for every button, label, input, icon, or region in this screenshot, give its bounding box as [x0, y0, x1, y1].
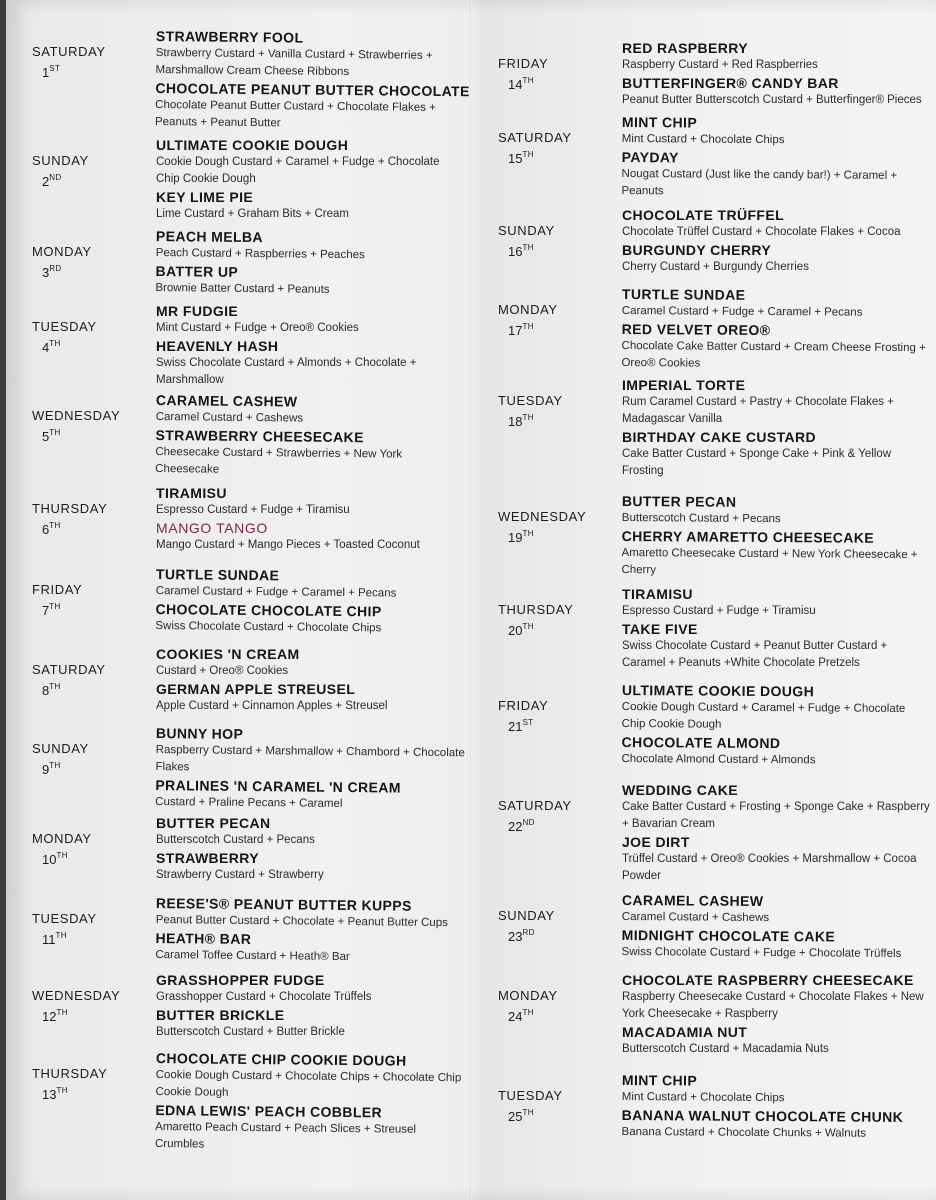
flavor-description: Caramel Custard + Fudge + Caramel + Pecans: [155, 584, 397, 600]
day-date: [42, 1008, 68, 1024]
day-date: [508, 818, 535, 834]
day-date: [508, 622, 534, 638]
flavor-description: Espresso Custard + Fudge + Tiramisu: [622, 605, 816, 617]
flavor-name: CHOCOLATE CHOCOLATE CHIP: [155, 600, 382, 620]
flavor-name: CARAMEL CASHEW: [155, 392, 298, 410]
day-number: 2: [42, 174, 50, 189]
flavor-name: TIRAMISU: [156, 485, 227, 501]
flavor-description: Peanut Butter Butterscotch Custard + Butterfinger® Pieces: [622, 94, 922, 106]
day-ordinal-suffix: TH: [49, 428, 61, 437]
flavor-description: Butterscotch Custard + Butter Brickle: [156, 1026, 345, 1038]
flavor-list: [155, 566, 466, 639]
day-name: THURSDAY: [32, 501, 108, 516]
flavor-name: CARAMEL CASHEW: [621, 892, 764, 909]
flavor-list: [154, 28, 470, 135]
flavor-description: Cake Batter Custard + Frosting + Sponge Cake + Raspberry + Bavarian Cream: [622, 801, 930, 830]
flavor-description: Custard + Oreo® Cookies: [156, 665, 289, 677]
flavor-description: Swiss Chocolate Custard + Almonds + Chocolate + Marshmallow: [156, 357, 417, 386]
day-number: 5: [42, 429, 50, 444]
day-ordinal-suffix: RD: [522, 928, 535, 937]
flavor-list: [155, 725, 466, 815]
flavor-name: MIDNIGHT CHOCOLATE CAKE: [621, 926, 836, 945]
day-name: FRIDAY: [32, 582, 83, 597]
flavor-description: Chocolate Trüffel Custard + Chocolate Flakes + Cocoa: [622, 226, 901, 238]
flavor-list: [156, 303, 466, 390]
day-number: 25: [508, 1109, 523, 1124]
flavor-description: Apple Custard + Cinnamon Apples + Streusel: [156, 700, 388, 712]
day-date: [42, 761, 61, 777]
flavor-description: Custard + Praline Pecans + Caramel: [155, 795, 343, 810]
day-number: 1: [42, 65, 50, 80]
flavor-description: Chocolate Peanut Butter Custard + Chocolate Flakes + Peanuts + Peanut Butter: [154, 98, 436, 130]
day-name: TUESDAY: [32, 911, 97, 926]
flavor-list: [622, 782, 932, 886]
flavor-description: Cookie Dough Custard + Caramel + Fudge + Chocolate Chip Cookie Dough: [156, 156, 440, 185]
flavor-calendar-sheet: [6, 0, 936, 1200]
flavor-list: [156, 646, 466, 716]
day-name: TUESDAY: [32, 319, 97, 334]
day-date: [42, 602, 61, 618]
day-name: SATURDAY: [498, 798, 572, 813]
day-name: SUNDAY: [32, 741, 89, 756]
flavor-name: ULTIMATE COOKIE DOUGH: [156, 137, 349, 153]
flavor-name: MINT CHIP: [621, 1072, 698, 1089]
day-ordinal-suffix: TH: [49, 521, 61, 530]
day-ordinal-suffix: TH: [522, 243, 534, 252]
flavor-description: Mint Custard + Chocolate Chips: [621, 1090, 785, 1105]
day-ordinal-suffix: TH: [56, 1008, 68, 1017]
flavor-list: [156, 815, 466, 885]
day-ordinal-suffix: TH: [522, 150, 534, 159]
flavor-description: Banana Custard + Chocolate Chunks + Walnuts: [621, 1125, 867, 1140]
flavor-description: Espresso Custard + Fudge + Tiramisu: [156, 504, 350, 516]
day-date: [42, 851, 68, 867]
flavor-name: BUTTER PECAN: [621, 493, 737, 510]
flavor-description: Peanut Butter Custard + Chocolate + Peanut Butter Cups: [155, 913, 448, 930]
day-ordinal-suffix: RD: [49, 264, 62, 273]
flavor-name: MR FUDGIE: [156, 303, 239, 319]
flavor-description: Butterscotch Custard + Macadamia Nuts: [622, 1043, 829, 1055]
day-date: [508, 243, 534, 259]
flavor-name: BUTTER PECAN: [156, 815, 271, 831]
flavor-list: [622, 1072, 932, 1144]
day-number: 12: [42, 1009, 57, 1024]
flavor-description: Chocolate Cake Batter Custard + Cream Cheese Frosting + Oreo® Cookies: [621, 339, 926, 370]
day-ordinal-suffix: TH: [522, 529, 534, 538]
flavor-list: [622, 586, 932, 673]
day-date: [508, 928, 535, 944]
flavor-list: [621, 286, 932, 375]
day-date: [508, 529, 534, 545]
flavor-name: PEACH MELBA: [155, 228, 264, 246]
flavor-name: GRASSHOPPER FUDGE: [156, 972, 325, 988]
flavor-name: RED VELVET OREO®: [621, 320, 771, 339]
day-date: [42, 521, 61, 537]
flavor-name: TURTLE SUNDAE: [155, 566, 280, 584]
flavor-name: CHOCOLATE CHIP COOKIE DOUGH: [155, 1050, 407, 1069]
flavor-list: [622, 892, 932, 964]
flavor-description: Mango Custard + Mango Pieces + Toasted Coconut: [156, 539, 420, 551]
flavor-list: [156, 485, 466, 555]
flavor-name: TURTLE SUNDAE: [621, 286, 746, 303]
flavor-name: BIRTHDAY CAKE CUSTARD: [622, 429, 817, 445]
flavor-name: PAYDAY: [621, 148, 679, 166]
flavor-name: BANANA WALNUT CHOCOLATE CHUNK: [621, 1106, 904, 1125]
flavor-list: [156, 137, 466, 224]
flavor-description: Cookie Dough Custard + Caramel + Fudge + Chocolate Chip Cookie Dough: [621, 700, 906, 731]
day-name: MONDAY: [32, 244, 92, 259]
flavor-description: Peach Custard + Raspberries + Peaches: [155, 246, 365, 262]
flavor-name: HEATH® BAR: [155, 929, 252, 947]
day-name: SUNDAY: [32, 153, 89, 168]
flavor-name: IMPERIAL TORTE: [622, 377, 746, 393]
flavor-list: [155, 392, 466, 482]
flavor-name: TAKE FIVE: [622, 621, 698, 637]
day-ordinal-suffix: ND: [522, 818, 535, 827]
day-number: 21: [508, 719, 523, 734]
flavor-name: BURGUNDY CHERRY: [622, 242, 772, 258]
flavor-description: Brownie Batter Custard + Peanuts: [155, 281, 330, 296]
flavor-list: [156, 972, 466, 1042]
flavor-name: WEDDING CAKE: [622, 782, 739, 798]
flavor-description: Butterscotch Custard + Pecans: [156, 834, 315, 846]
flavor-description: Mint Custard + Chocolate Chips: [621, 132, 785, 147]
day-date: [508, 1108, 534, 1124]
day-ordinal-suffix: TH: [522, 413, 534, 422]
flavor-description: Caramel Custard + Cashews: [621, 910, 770, 925]
flavor-description: Rum Caramel Custard + Pastry + Chocolate Flakes + Madagascar Vanilla: [622, 396, 894, 425]
day-name: SATURDAY: [498, 130, 572, 145]
day-name: FRIDAY: [498, 698, 549, 713]
flavor-name: BATTER UP: [155, 262, 239, 280]
flavor-description: Caramel Custard + Cashews: [155, 410, 304, 425]
day-date: [42, 1086, 68, 1102]
flavor-list: [155, 895, 466, 968]
flavor-description: Grasshopper Custard + Chocolate Trüffels: [156, 991, 372, 1003]
day-number: 11: [42, 932, 56, 947]
flavor-description: Raspberry Custard + Marshmallow + Chambord + Chocolate Flakes: [155, 743, 465, 774]
day-number: 3: [42, 265, 50, 280]
day-date: [508, 150, 534, 166]
day-ordinal-suffix: ST: [522, 718, 534, 727]
flavor-list: [621, 493, 932, 582]
day-number: 14: [508, 77, 523, 92]
day-date: [42, 173, 62, 189]
day-number: 23: [508, 929, 523, 944]
day-number: 17: [508, 323, 523, 338]
day-name: WEDNESDAY: [498, 509, 587, 524]
flavor-name: HEAVENLY HASH: [156, 338, 279, 354]
day-name: MONDAY: [32, 831, 92, 846]
day-date: [508, 413, 534, 429]
flavor-name: STRAWBERRY: [156, 850, 260, 866]
flavor-name: MACADAMIA NUT: [622, 1024, 748, 1040]
day-name: WEDNESDAY: [32, 408, 121, 423]
flavor-name: MINT CHIP: [621, 114, 698, 131]
day-ordinal-suffix: TH: [55, 931, 67, 940]
day-name: FRIDAY: [498, 56, 549, 71]
day-name: WEDNESDAY: [32, 988, 121, 1003]
day-date: [42, 264, 62, 280]
day-name: THURSDAY: [498, 602, 574, 617]
flavor-description: Amaretto Peach Custard + Peach Slices + Streusel Crumbles: [154, 1120, 417, 1151]
day-number: 9: [42, 762, 50, 777]
day-number: 8: [42, 683, 50, 698]
day-ordinal-suffix: TH: [49, 339, 61, 348]
flavor-description: Swiss Chocolate Custard + Chocolate Chips: [155, 619, 382, 635]
flavor-description: Trüffel Custard + Oreo® Cookies + Marshmallow + Cocoa Powder: [622, 853, 917, 882]
flavor-name: MANGO TANGO: [156, 520, 268, 536]
day-name: SUNDAY: [498, 908, 555, 923]
day-date: [508, 76, 534, 92]
flavor-description: Raspberry Cheesecake Custard + Chocolate Flakes + New York Cheesecake + Raspberry: [622, 991, 924, 1020]
day-ordinal-suffix: ST: [49, 64, 61, 73]
flavor-name: CHOCOLATE RASPBERRY CHEESECAKE: [622, 972, 914, 988]
day-name: MONDAY: [498, 988, 558, 1003]
day-date: [42, 428, 61, 444]
flavor-description: Butterscotch Custard + Pecans: [621, 511, 781, 526]
day-number: 15: [508, 151, 523, 166]
flavor-list: [622, 207, 932, 277]
day-date: [508, 322, 534, 338]
day-ordinal-suffix: TH: [522, 1108, 534, 1117]
flavor-name: GERMAN APPLE STREUSEL: [156, 681, 356, 697]
flavor-description: Cookie Dough Custard + Chocolate Chips + Chocolate Chip Cookie Dough: [155, 1068, 462, 1099]
flavor-name: CHERRY AMARETTO CHEESECAKE: [621, 527, 875, 546]
flavor-name: EDNA LEWIS' PEACH COBBLER: [155, 1101, 383, 1121]
flavor-name: STRAWBERRY CHEESECAKE: [155, 426, 364, 446]
flavor-description: Strawberry Custard + Vanilla Custard + Strawberries + Marshmallow Cream Cheese Ribbons: [155, 46, 433, 79]
flavor-name: JOE DIRT: [622, 834, 690, 850]
day-number: 10: [42, 852, 57, 867]
flavor-description: Caramel Toffee Custard + Heath® Bar: [155, 948, 350, 964]
day-name: THURSDAY: [32, 1066, 108, 1081]
flavor-name: REESE'S® PEANUT BUTTER KUPPS: [155, 895, 412, 914]
flavor-description: Amaretto Cheesecake Custard + New York Cheesecake + Cherry: [621, 546, 918, 577]
day-ordinal-suffix: TH: [56, 1086, 68, 1095]
flavor-description: Swiss Chocolate Custard + Peanut Butter Custard + Caramel + Peanuts +White Chocolate Pretzels: [622, 640, 888, 669]
day-ordinal-suffix: TH: [522, 322, 534, 331]
day-name: SATURDAY: [32, 44, 106, 59]
flavor-description: Cake Batter Custard + Sponge Cake + Pink & Yellow Frosting: [622, 448, 892, 477]
flavor-description: Mint Custard + Fudge + Oreo® Cookies: [156, 322, 359, 334]
flavor-list: [155, 1050, 466, 1157]
flavor-list: [621, 114, 932, 203]
flavor-list: [155, 228, 466, 301]
day-number: 18: [508, 414, 523, 429]
flavor-description: Strawberry Custard + Strawberry: [156, 869, 324, 881]
day-name: SATURDAY: [32, 662, 106, 677]
flavor-name: PRALINES 'N CARAMEL 'N CREAM: [155, 776, 401, 796]
flavor-name: COOKIES 'N CREAM: [156, 646, 300, 662]
day-number: 24: [508, 1009, 523, 1024]
day-ordinal-suffix: ND: [49, 173, 62, 182]
day-name: TUESDAY: [498, 393, 563, 408]
flavor-name: STRAWBERRY FOOL: [155, 28, 304, 46]
flavor-list: [622, 40, 932, 110]
flavor-name: ULTIMATE COOKIE DOUGH: [621, 682, 815, 700]
flavor-description: Lime Custard + Graham Bits + Cream: [156, 208, 350, 220]
day-name: MONDAY: [498, 302, 558, 317]
flavor-name: BUNNY HOP: [155, 725, 244, 742]
day-name: TUESDAY: [498, 1088, 563, 1103]
day-date: [508, 718, 534, 734]
flavor-list: [621, 682, 932, 771]
day-number: 16: [508, 244, 523, 259]
day-number: 20: [508, 623, 523, 638]
day-number: 22: [508, 819, 523, 834]
flavor-list: [622, 972, 932, 1059]
day-ordinal-suffix: TH: [49, 682, 61, 691]
flavor-description: Caramel Custard + Fudge + Caramel + Pecans: [621, 304, 863, 319]
flavor-name: RED RASPBERRY: [622, 40, 749, 56]
flavor-description: Nougat Custard (Just like the candy bar!) + Caramel + Peanuts: [621, 167, 898, 198]
day-date: [42, 64, 60, 80]
flavor-name: CHOCOLATE ALMOND: [621, 733, 781, 752]
flavor-list: [622, 377, 932, 481]
day-date: [508, 1008, 534, 1024]
flavor-name: TIRAMISU: [622, 586, 693, 602]
page-fold: [470, 0, 472, 1200]
day-number: 19: [508, 530, 523, 545]
day-number: 4: [42, 340, 50, 355]
day-ordinal-suffix: TH: [522, 1008, 534, 1017]
day-date: [42, 682, 61, 698]
flavor-description: Chocolate Almond Custard + Almonds: [621, 752, 816, 767]
flavor-name: BUTTERFINGER® CANDY BAR: [622, 75, 839, 91]
day-ordinal-suffix: TH: [56, 851, 68, 860]
day-date: [42, 931, 67, 947]
day-ordinal-suffix: TH: [522, 622, 534, 631]
day-name: SUNDAY: [498, 223, 555, 238]
day-ordinal-suffix: TH: [49, 602, 61, 611]
day-number: 13: [42, 1087, 57, 1102]
day-number: 6: [42, 522, 50, 537]
day-date: [42, 339, 61, 355]
flavor-name: KEY LIME PIE: [156, 189, 254, 205]
day-number: 7: [42, 603, 50, 618]
flavor-description: Cherry Custard + Burgundy Cherries: [622, 261, 809, 273]
flavor-name: CHOCOLATE TRÜFFEL: [622, 207, 785, 223]
flavor-description: Cheesecake Custard + Strawberries + New York Cheesecake: [155, 445, 403, 476]
flavor-name: CHOCOLATE PEANUT BUTTER CHOCOLATE: [155, 79, 470, 100]
day-ordinal-suffix: TH: [49, 761, 61, 770]
flavor-description: Swiss Chocolate Custard + Fudge + Chocolate Trüffels: [621, 945, 902, 960]
flavor-name: BUTTER BRICKLE: [156, 1007, 285, 1023]
flavor-description: Raspberry Custard + Red Raspberries: [622, 59, 818, 71]
day-ordinal-suffix: TH: [522, 76, 534, 85]
